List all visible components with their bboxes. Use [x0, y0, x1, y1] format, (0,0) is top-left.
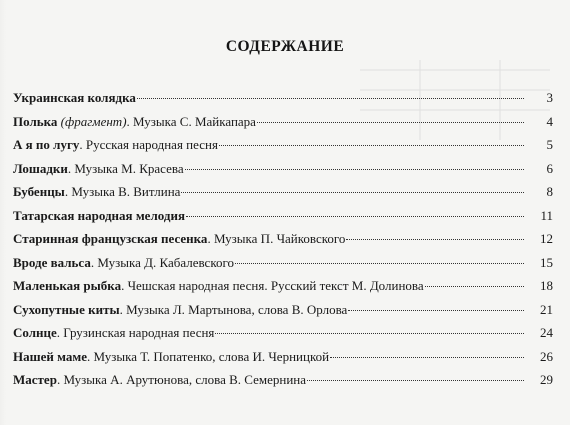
dot-leader: [235, 263, 524, 264]
dot-leader: [348, 310, 524, 311]
entry-text: [13, 255, 234, 271]
entry-description: . Русская народная песня: [79, 137, 218, 152]
page-number: 21: [540, 301, 553, 317]
page-number: 15: [540, 254, 553, 270]
entry-description: . Музыка С. Майкапара: [126, 113, 256, 129]
entry-title: Мастер: [13, 372, 57, 387]
entry-description: . Музыка В. Витлина: [64, 184, 181, 199]
page-title: СОДЕРЖАНИЕ: [225, 38, 345, 55]
entry-text: [13, 208, 185, 224]
toc-entry: [13, 184, 553, 208]
entry-text: [13, 114, 256, 130]
toc-entry: [13, 161, 553, 185]
toc-entry: [13, 278, 553, 302]
entry-title: Солнце: [13, 325, 57, 340]
entry-text: [13, 278, 424, 294]
toc-entry: [13, 137, 553, 161]
entry-text: [13, 184, 180, 200]
dot-leader: [185, 169, 524, 170]
dot-leader: [257, 122, 524, 123]
toc-entry: [13, 90, 553, 114]
table-of-contents: [13, 90, 553, 396]
page-number: 29: [540, 372, 553, 387]
entry-text: [13, 302, 347, 318]
toc-entry: [13, 255, 553, 279]
entry-description: . Музыка Д. Кабалевского: [90, 254, 234, 270]
page-number: 5: [546, 137, 553, 152]
dot-leader: [219, 145, 524, 146]
dot-leader: [181, 192, 524, 193]
page-number: 8: [546, 184, 553, 199]
dot-leader: [307, 380, 524, 381]
entry-description: . Музыка Т. Попатенко, слова И. Черницкой: [87, 348, 330, 364]
page-number: 11: [540, 207, 553, 223]
entry-text: [13, 325, 214, 341]
entry-description: . Грузинская народная песня: [56, 325, 215, 340]
page-number: 12: [540, 231, 553, 246]
toc-entry: [13, 349, 553, 373]
entry-title: Старинная французская песенка: [13, 231, 208, 246]
toc-entry: [13, 372, 553, 396]
entry-title: Нашей маме: [13, 348, 87, 364]
page-number: 24: [540, 325, 553, 340]
toc-entry: [13, 302, 553, 326]
dot-leader: [346, 239, 524, 240]
entry-description: . Чешская народная песня. Русский текст М. Долинова: [121, 278, 424, 293]
toc-entry: [13, 208, 553, 232]
entry-title: Маленькая рыбка: [13, 278, 122, 293]
entry-title: Сухопутные киты: [13, 301, 120, 317]
dot-leader: [330, 357, 524, 358]
dot-leader: [215, 333, 524, 334]
entry-title: Лошадки: [13, 160, 68, 176]
entry-description: . Музыка П. Чайковского: [207, 231, 346, 246]
entry-text: [13, 90, 136, 106]
entry-text: [13, 231, 345, 247]
entry-title: Татарская народная мелодия: [13, 207, 185, 223]
toc-entry: [13, 231, 553, 255]
page-number: 26: [540, 348, 553, 364]
entry-title: А я по лугу: [13, 137, 80, 152]
entry-text: [13, 372, 306, 388]
toc-entry: [13, 114, 553, 138]
entry-text: [13, 349, 329, 365]
page-number: 18: [540, 278, 553, 293]
entry-title: Вроде вальса: [13, 254, 91, 270]
dot-leader: [137, 98, 524, 99]
entry-title: Бубенцы: [13, 184, 65, 199]
dot-leader: [425, 286, 524, 287]
entry-description: . Музыка Л. Мартынова, слова В. Орлова: [119, 301, 348, 317]
entry-title: Украинская колядка: [13, 90, 136, 105]
dot-leader: [186, 216, 524, 217]
page-number: 4: [546, 113, 553, 129]
entry-description: . Музыка М. Красева: [67, 160, 184, 176]
entry-title: Полька: [13, 113, 58, 129]
toc-entry: [13, 325, 553, 349]
entry-note: (фрагмент): [60, 113, 127, 129]
entry-text: [13, 161, 184, 177]
page-number: 3: [546, 90, 553, 105]
entry-description: . Музыка А. Арутюнова, слова В. Семернина: [56, 372, 307, 387]
entry-text: [13, 137, 218, 153]
page-number: 6: [546, 160, 553, 176]
